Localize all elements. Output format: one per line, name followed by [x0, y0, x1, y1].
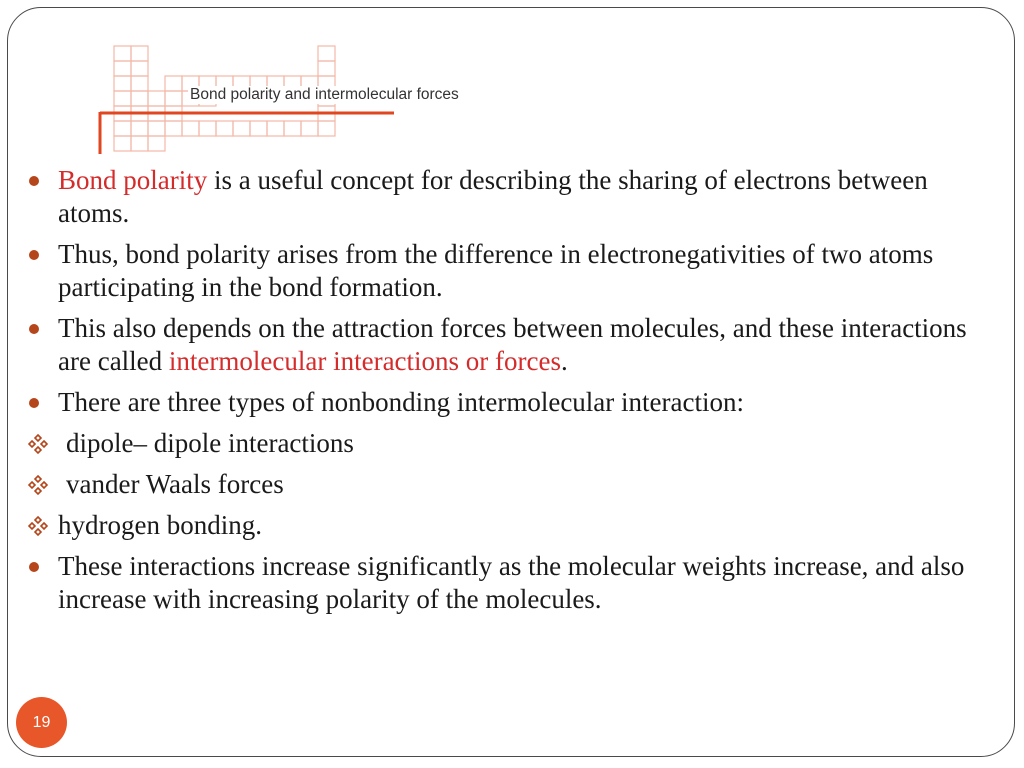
- four-diamond-bullet-icon: [28, 427, 58, 460]
- page-number-badge: 19: [16, 697, 67, 748]
- four-diamond-bullet-icon: [28, 468, 58, 501]
- highlight-term: intermolecular interactions or forces: [168, 346, 562, 376]
- round-bullet-icon: [28, 312, 58, 345]
- round-bullet-icon: [28, 550, 58, 583]
- round-bullet-icon: [28, 164, 58, 197]
- sub-bullet-text: vander Waals forces: [66, 469, 284, 499]
- bullet-text: Bond polarity is a useful concept for describing the sharing of electrons between atoms.: [58, 165, 928, 228]
- sub-bullet-item: [28, 468, 988, 501]
- bullet-item: [28, 238, 988, 304]
- bullet-item: [28, 312, 988, 378]
- sub-bullet-text: hydrogen bonding.: [58, 510, 262, 540]
- header-title: Bond polarity and intermolecular forces: [190, 86, 459, 103]
- bullet-item: [28, 550, 988, 616]
- bullet-text: This also depends on the attraction forces between molecules, and these interactions are called intermolecular interactions or forces.: [58, 313, 967, 376]
- round-bullet-icon: [28, 238, 58, 271]
- highlight-term: Bond polarity: [58, 165, 208, 195]
- sub-bullet-item: [28, 509, 988, 542]
- bullet-text: These interactions increase significantly as the molecular weights increase, and also increase with increasing polarity of the molecules.: [58, 551, 965, 614]
- sub-bullet-item: [28, 427, 988, 460]
- bullet-text: There are three types of nonbonding intermolecular interaction:: [58, 387, 744, 417]
- four-diamond-bullet-icon: [28, 509, 58, 542]
- sub-bullet-text: dipole– dipole interactions: [66, 428, 354, 458]
- bullet-item: [28, 164, 988, 230]
- bullet-item: [28, 386, 988, 419]
- slide-content: [28, 164, 988, 624]
- bullet-text: Thus, bond polarity arises from the difference in electronegativities of two atoms participating in the bond formation.: [58, 239, 934, 302]
- round-bullet-icon: [28, 386, 58, 419]
